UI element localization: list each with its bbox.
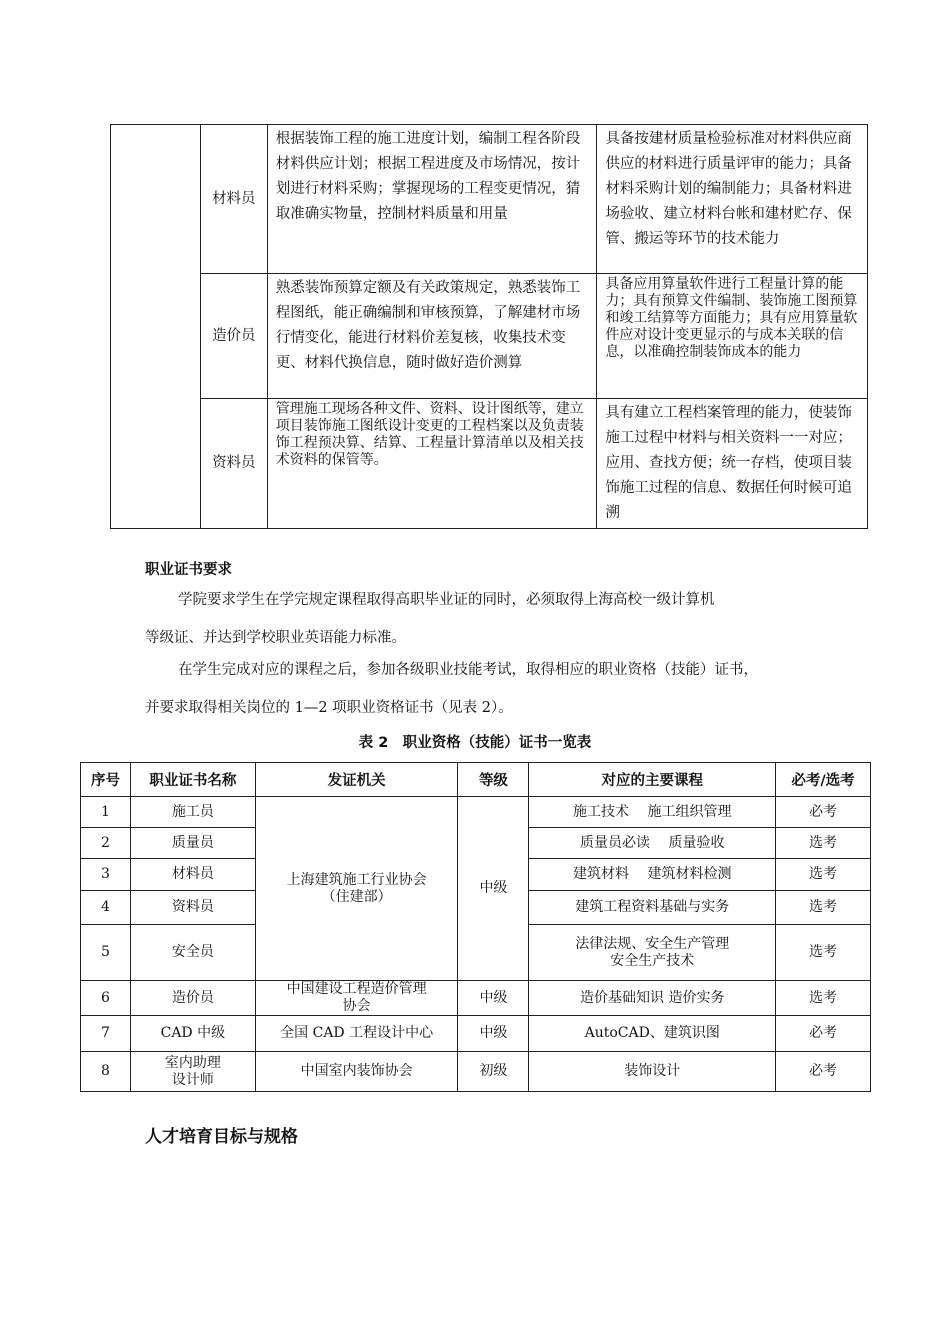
ability-cell: 具备应用算量软件进行工程量计算的能力；具有预算文件编制、装饰施工图预算和竣工结算等方面能力；具有应用算量软件应对设计变更显示的与成本关联的信息，以准确控制装饰成本的能力 — [597, 274, 868, 399]
course-cell: 施工技术 施工组织管理 — [529, 797, 776, 828]
name-cell — [130, 1052, 255, 1092]
table-row — [111, 399, 868, 529]
no-cell: 2 — [81, 828, 131, 859]
table-row — [111, 125, 868, 274]
issuer-cell: 中国室内装饰协会 — [255, 1052, 458, 1092]
paragraph-line: 在学生完成对应的课程之后，参加各级职业技能考试，取得相应的职业资格（技能）证书， — [178, 662, 758, 678]
no-cell: 6 — [81, 981, 131, 1016]
req-cell: 必考 — [776, 797, 871, 828]
issuer-line: 中国建设工程造价管理 — [286, 981, 427, 997]
name-cell: 造价员 — [130, 981, 255, 1016]
req-cell: 必考 — [776, 1016, 871, 1052]
no-cell: 1 — [81, 797, 131, 828]
no-cell: 8 — [81, 1052, 131, 1092]
course-cell — [529, 925, 776, 981]
req-cell: 选考 — [776, 981, 871, 1016]
paragraph-line: 并要求取得相关岗位的 1—2 项职业资格证书（见表 2）。 — [145, 700, 513, 716]
table-row — [81, 797, 871, 828]
course-cell: 造价基础知识 造价实务 — [529, 981, 776, 1016]
paragraph-line: 学院要求学生在学完规定课程取得高职毕业证的同时，必须取得上海高校一级计算机 — [178, 592, 715, 608]
no-cell: 4 — [81, 891, 131, 925]
header-cell: 必考/选考 — [776, 763, 871, 797]
level-cell: 中级 — [458, 797, 529, 981]
table-row — [111, 274, 868, 399]
issuer-line: （住建部） — [321, 888, 392, 905]
table-caption: 表 2 职业资格（技能）证书一览表 — [358, 735, 592, 751]
header-cell: 职业证书名称 — [130, 763, 255, 797]
certificate-table — [80, 762, 871, 1092]
table-header-row — [81, 763, 871, 797]
name-cell: 安全员 — [130, 925, 255, 981]
name-cell: CAD 中级 — [130, 1016, 255, 1052]
course-cell: 质量员必读 质量验收 — [529, 828, 776, 859]
name-line: 室内助理 — [164, 1054, 221, 1071]
role-cell: 造价员 — [200, 274, 267, 399]
name-cell: 施工员 — [130, 797, 255, 828]
name-line: 设计师 — [171, 1071, 214, 1088]
course-cell: AutoCAD、建筑识图 — [529, 1016, 776, 1052]
no-cell: 5 — [81, 925, 131, 981]
level-cell: 中级 — [458, 1016, 529, 1052]
table-row — [81, 1016, 871, 1052]
section-heading-goals: 人才培育目标与规格 — [145, 1127, 298, 1147]
issuer-line: 协会 — [342, 998, 371, 1014]
name-cell: 质量员 — [130, 828, 255, 859]
role-cell: 材料员 — [200, 125, 267, 274]
roles-table — [110, 124, 868, 529]
course-line: 法律法规、安全生产管理 — [575, 935, 730, 952]
req-cell: 选考 — [776, 925, 871, 981]
duty-cell: 根据装饰工程的施工进度计划，编制工程各阶段材料供应计划；根据工程进度及市场情况，按计划进行材料采购；掌握现场的工程变更情况，猜取准确实物量，控制材料质量和用量 — [267, 125, 597, 274]
req-cell: 选考 — [776, 859, 871, 891]
header-cell: 序号 — [81, 763, 131, 797]
req-cell: 选考 — [776, 891, 871, 925]
issuer-line: 上海建筑施工行业协会 — [286, 871, 427, 888]
course-cell: 装饰设计 — [529, 1052, 776, 1092]
course-line: 安全生产技术 — [610, 952, 695, 969]
category-cell — [111, 125, 201, 529]
issuer-cell — [255, 981, 458, 1016]
issuer-cell — [255, 797, 458, 981]
level-cell: 中级 — [458, 981, 529, 1016]
req-cell: 选考 — [776, 828, 871, 859]
level-cell: 初级 — [458, 1052, 529, 1092]
table-row — [81, 981, 871, 1016]
header-cell: 等级 — [458, 763, 529, 797]
no-cell: 7 — [81, 1016, 131, 1052]
course-cell: 建筑工程资料基础与实务 — [529, 891, 776, 925]
name-cell: 资料员 — [130, 891, 255, 925]
no-cell: 3 — [81, 859, 131, 891]
course-cell: 建筑材料 建筑材料检测 — [529, 859, 776, 891]
header-cell: 发证机关 — [255, 763, 458, 797]
paragraph-line: 等级证、并达到学校职业英语能力标准。 — [145, 630, 406, 646]
req-cell: 必考 — [776, 1052, 871, 1092]
duty-cell: 熟悉装饰预算定额及有关政策规定，熟悉装饰工程图纸，能正确编制和审核预算，了解建材市场行情变化，能进行材料价差复核，收集技术变更、材料代换信息，随时做好造价测算 — [267, 274, 597, 399]
duty-cell: 管理施工现场各种文件、资料、设计图纸等，建立项目装饰施工图纸设计变更的工程档案以及负责装饰工程预决算、结算、工程量计算清单以及相关技术资料的保管等。 — [267, 399, 597, 529]
ability-cell: 具备按建材质量检验标准对材料供应商供应的材料进行质量评审的能力；具备材料采购计划的编制能力；具备材料进场验收、建立材料台帐和建材贮存、保管、搬运等环节的技术能力 — [597, 125, 868, 274]
section-heading-cert: 职业证书要求 — [145, 562, 232, 578]
ability-cell: 具有建立工程档案管理的能力，使装饰施工过程中材料与相关资料一一对应；应用、查找方便；统一存档，使项目装饰施工过程的信息、数据任何时候可追溯 — [597, 399, 868, 529]
role-cell: 资料员 — [200, 399, 267, 529]
name-cell: 材料员 — [130, 859, 255, 891]
header-cell: 对应的主要课程 — [529, 763, 776, 797]
table-row — [81, 1052, 871, 1092]
issuer-cell: 全国 CAD 工程设计中心 — [255, 1016, 458, 1052]
